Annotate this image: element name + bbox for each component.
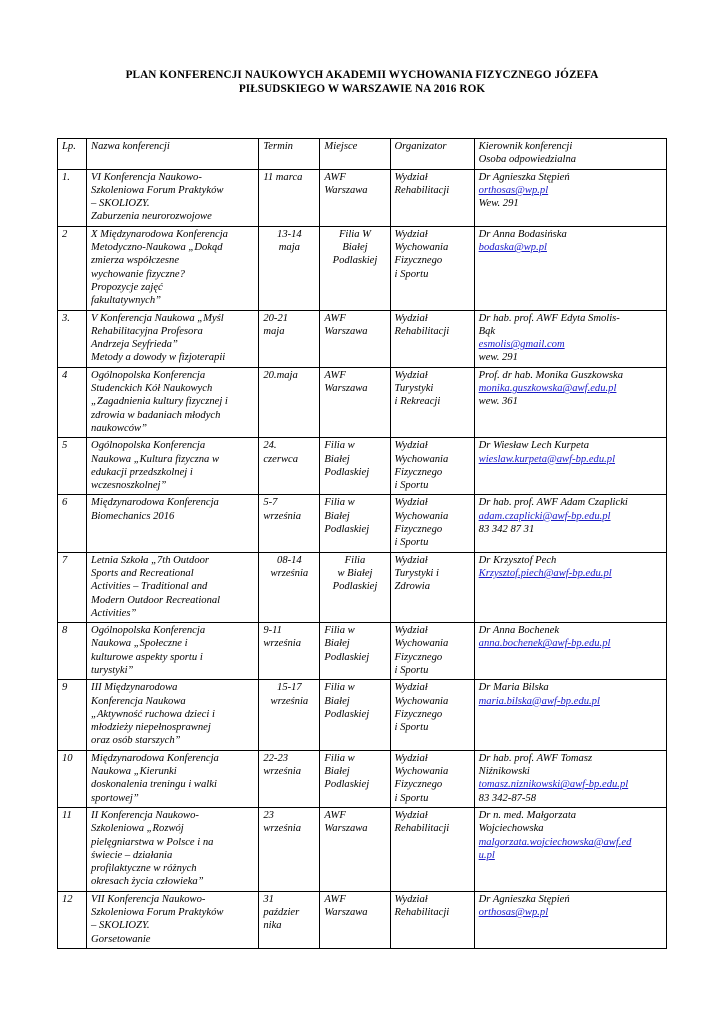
organizer-line: Wydział (394, 752, 428, 764)
conference-name-line: świecie – działania (91, 849, 173, 861)
conference-name-line: profilaktyczne w różnych (91, 863, 197, 875)
conference-name-line: VII Konferencja Naukowo- (91, 893, 206, 905)
cell-place (320, 438, 390, 495)
conference-name-line: Szkoleniowa Forum Praktyków (91, 184, 224, 196)
head-line: 83 342-87-58 (478, 792, 537, 804)
cell-term (259, 438, 320, 495)
place-line: Podlaskiej (324, 466, 370, 478)
conference-name-line: wczesnoszkolnej” (91, 480, 167, 492)
term-line: 23 (263, 809, 274, 821)
term-line: września (263, 766, 302, 778)
cell-conference-name (87, 226, 259, 310)
cell-organizer (390, 226, 474, 310)
term-line: 11 marca (263, 171, 303, 183)
cell-term (259, 169, 320, 226)
organizer-line: Wychowania (394, 453, 449, 465)
conference-name-line: Międzynarodowa Konferencja (91, 497, 219, 509)
cell-place (320, 750, 390, 807)
place-line: Warszawa (324, 907, 368, 919)
organizer-line: i Sportu (394, 537, 429, 549)
cell-term (259, 807, 320, 891)
email-link[interactable]: u.pl (478, 849, 495, 861)
conference-name-line: Szkoleniowa „Rozwój (91, 823, 184, 835)
place-line: Filia (344, 554, 366, 566)
table-row (58, 438, 667, 495)
head-line: Niźnikowski (478, 766, 530, 778)
organizer-line: Wydział (394, 809, 428, 821)
conference-name-line: Naukowa „Społeczne i (91, 638, 188, 650)
organizer-line: Wydział (394, 554, 428, 566)
conference-name-line: Metody a dowody w fizjoterapii (91, 352, 226, 364)
term-line: paździer (263, 907, 300, 919)
cell-conference-name (87, 495, 259, 552)
term-line: nika (263, 920, 282, 932)
email-link[interactable]: wieslaw.kurpeta@awf-bp.edu.pl (478, 453, 616, 465)
header-name (87, 139, 259, 170)
conference-name-line: Międzynarodowa Konferencja (91, 752, 219, 764)
row-number: 3. (62, 312, 70, 324)
organizer-line: Fizycznego (394, 651, 443, 663)
conference-name-line: X Międzynarodowa Konferencja (91, 228, 228, 240)
conference-name-line: Konferencja Naukowa (91, 695, 186, 707)
conference-name-line: Naukowa „Kierunki (91, 766, 177, 778)
head-line: Dr Anna Bodasińska (478, 228, 567, 240)
header-lp-text: Lp. (62, 141, 76, 152)
cell-head (474, 226, 666, 310)
head-line: Dr Agnieszka Stępień (478, 171, 570, 183)
organizer-line: i Rekreacji (394, 396, 441, 408)
place-line: Filia w (324, 440, 355, 452)
conference-name-line: wychowanie fizyczne? (91, 268, 185, 280)
term-line: 5-7 (263, 497, 278, 509)
conference-name-line: Sports and Recreational (91, 567, 194, 579)
cell-conference-name (87, 623, 259, 680)
cell-conference-name (87, 438, 259, 495)
table-row (58, 807, 667, 891)
place-line: AWF (324, 171, 346, 183)
term-line: maja (278, 242, 300, 254)
conference-name-line: Rehabilitacyjna Profesora (91, 325, 203, 337)
organizer-line: Fizycznego (394, 708, 443, 720)
place-line: AWF (324, 312, 346, 324)
conference-name-line: V Konferencja Naukowa „Myśl (91, 312, 224, 324)
term-line: 24. (263, 440, 277, 452)
organizer-line: Turystyki i (394, 567, 439, 579)
conference-name-line: – SKOLIOZY. (91, 198, 150, 210)
place-line: w Białej (337, 567, 373, 579)
cell-head (474, 680, 666, 750)
head-line: Wojciechowska (478, 823, 544, 835)
head-line: Prof. dr hab. Monika Guszkowska (478, 369, 624, 381)
email-link[interactable]: bodaska@wp.pl (478, 242, 547, 254)
place-line: Filia w (324, 682, 355, 694)
cell-organizer (390, 438, 474, 495)
cell-place (320, 807, 390, 891)
conference-name-line: II Konferencja Naukowo- (91, 809, 199, 821)
cell-term (259, 750, 320, 807)
organizer-line: i Sportu (394, 480, 429, 492)
term-line: 22-23 (263, 752, 289, 764)
row-number: 8 (62, 625, 68, 637)
conference-name-line: Studenckich Kół Naukowych (91, 383, 213, 395)
conference-name-line: doskonalenia treningu i walki (91, 779, 217, 791)
head-line: wew. 361 (478, 396, 518, 408)
cell-head (474, 807, 666, 891)
conference-name-line: Ogólnopolska Konferencja (91, 440, 206, 452)
term-line: 13-14 (277, 228, 302, 240)
place-line: Podlaskiej (332, 255, 378, 267)
term-line: września (263, 823, 302, 835)
head-line: Bąk (478, 325, 496, 337)
cell-term (259, 623, 320, 680)
conference-name-line: Metodyczno-Naukowa „Dokąd (91, 242, 223, 254)
cell-place (320, 891, 390, 948)
organizer-line: Wydział (394, 312, 428, 324)
organizer-line: Rehabilitacji (394, 907, 450, 919)
organizer-line: i Sportu (394, 722, 429, 734)
organizer-line: Wychowania (394, 510, 449, 522)
title-line-1: PLAN KONFERENCJI NAUKOWYCH AKADEMII WYCHOWANIA FIZYCZNEGO JÓZEFA (125, 69, 599, 81)
term-line: września (263, 510, 302, 522)
row-number: 2 (62, 228, 68, 240)
cell-lp (58, 680, 87, 750)
cell-organizer (390, 891, 474, 948)
conference-name-line: turystyki” (91, 664, 134, 676)
cell-place (320, 495, 390, 552)
conference-name-line: kulturowe aspekty sportu i (91, 651, 203, 663)
cell-term (259, 680, 320, 750)
conference-table (57, 138, 667, 949)
cell-lp (58, 438, 87, 495)
organizer-line: Zdrowia (394, 581, 431, 593)
conference-name-line: „Aktywność ruchowa dzieci i (91, 708, 215, 720)
conference-name-line: naukowców” (91, 422, 147, 434)
cell-lp (58, 495, 87, 552)
table-row (58, 750, 667, 807)
conference-name-line: Szkoleniowa Forum Praktyków (91, 907, 224, 919)
conference-name-line: Naukowa „Kultura fizyczna w (91, 453, 220, 465)
row-number: 7 (62, 554, 68, 566)
place-line: Podlaskiej (324, 779, 370, 791)
cell-place (320, 623, 390, 680)
header-org (390, 139, 474, 170)
term-line: 31 (263, 893, 274, 905)
term-line: 08-14 (277, 554, 302, 566)
place-line: Białej (324, 638, 350, 650)
place-line: Warszawa (324, 823, 368, 835)
cell-place (320, 310, 390, 367)
organizer-line: Wydział (394, 625, 428, 637)
conference-name-line: Biomechanics 2016 (91, 510, 175, 522)
place-line: AWF (324, 893, 346, 905)
cell-term (259, 552, 320, 622)
organizer-line: i Sportu (394, 792, 429, 804)
conference-name-line: Ogólnopolska Konferencja (91, 369, 206, 381)
organizer-line: Fizycznego (394, 466, 443, 478)
head-line: Dr hab. prof. AWF Adam Czaplicki (478, 497, 628, 509)
organizer-line: Rehabilitacji (394, 184, 450, 196)
organizer-line: Wychowania (394, 242, 449, 254)
head-line: wew. 291 (478, 352, 518, 364)
cell-conference-name (87, 310, 259, 367)
cell-head (474, 310, 666, 367)
organizer-line: Turystyki (394, 383, 434, 395)
cell-conference-name (87, 367, 259, 437)
cell-organizer (390, 169, 474, 226)
header-head (474, 139, 666, 170)
email-link[interactable]: tomasz.niznikowski@awf-bp.edu.pl (478, 779, 629, 791)
cell-organizer (390, 807, 474, 891)
cell-lp (58, 226, 87, 310)
cell-organizer (390, 750, 474, 807)
cell-lp (58, 891, 87, 948)
organizer-line: Rehabilitacji (394, 325, 450, 337)
place-line: Podlaskiej (324, 708, 370, 720)
place-line: AWF (324, 809, 346, 821)
cell-head (474, 623, 666, 680)
row-number: 9 (62, 682, 68, 694)
cell-conference-name (87, 552, 259, 622)
cell-head (474, 495, 666, 552)
cell-term (259, 226, 320, 310)
conference-name-line: zdrowia w badaniach młodych (91, 409, 221, 421)
cell-head (474, 891, 666, 948)
cell-place (320, 169, 390, 226)
row-number: 6 (62, 497, 68, 509)
conference-name-line: młodzieży niepełnosprawnej (91, 722, 211, 734)
cell-head (474, 367, 666, 437)
place-line: Białej (324, 510, 350, 522)
term-line: 15-17 (277, 682, 302, 694)
email-link[interactable]: malgorzata.wojciechowska@awf.ed (478, 836, 632, 848)
header-term-text: Termin (263, 141, 293, 152)
cell-organizer (390, 552, 474, 622)
cell-conference-name (87, 807, 259, 891)
conference-name-line: Andrzeja Seyfrieda” (91, 339, 178, 351)
cell-head (474, 438, 666, 495)
place-line: Filia W (338, 228, 372, 240)
conference-name-line: okresach życia człowieka” (91, 876, 204, 888)
cell-lp (58, 552, 87, 622)
head-line: Dr hab. prof. AWF Tomasz (478, 752, 593, 764)
cell-place (320, 226, 390, 310)
document-title (80, 68, 644, 96)
email-link[interactable]: orthosas@wp.pl (478, 907, 549, 919)
conference-name-line: oraz osób starszych” (91, 735, 181, 747)
organizer-line: Wydział (394, 682, 428, 694)
head-line: Wew. 291 (478, 198, 519, 210)
header-term (259, 139, 320, 170)
organizer-line: Wydział (394, 497, 428, 509)
organizer-line: Wydział (394, 893, 428, 905)
organizer-line: Wychowania (394, 695, 449, 707)
cell-conference-name (87, 169, 259, 226)
organizer-line: Wychowania (394, 638, 449, 650)
row-number: 10 (62, 752, 73, 764)
cell-lp (58, 169, 87, 226)
cell-conference-name (87, 680, 259, 750)
title-line-2: PIŁSUDSKIEGO W WARSZAWIE NA 2016 ROK (238, 83, 486, 95)
place-line: Podlaskiej (332, 581, 378, 593)
organizer-line: i Sportu (394, 664, 429, 676)
row-number: 12 (62, 893, 73, 905)
cell-place (320, 680, 390, 750)
table-row (58, 680, 667, 750)
term-line: września (270, 695, 309, 707)
cell-organizer (390, 310, 474, 367)
conference-name-line: Activities” (91, 607, 137, 619)
conference-name-line: Modern Outdoor Recreational (91, 594, 221, 606)
cell-organizer (390, 680, 474, 750)
cell-term (259, 495, 320, 552)
head-line: 83 342 87 31 (478, 524, 535, 536)
term-line: września (263, 638, 302, 650)
organizer-line: Wydział (394, 171, 428, 183)
email-link[interactable]: orthosas@wp.pl (478, 184, 549, 196)
header-lp (58, 139, 87, 170)
organizer-line: Wydział (394, 228, 428, 240)
organizer-line: Fizycznego (394, 255, 443, 267)
row-number: 1. (62, 171, 70, 183)
table-row (58, 367, 667, 437)
head-line: Dr Krzysztof Pech (478, 554, 557, 566)
cell-place (320, 552, 390, 622)
email-link[interactable]: anna.bochenek@awf-bp.edu.pl (478, 638, 611, 650)
cell-term (259, 367, 320, 437)
head-line: Dr Agnieszka Stępień (478, 893, 570, 905)
organizer-line: Fizycznego (394, 524, 443, 536)
table-row (58, 552, 667, 622)
conference-name-line: fakultatywnych” (91, 295, 162, 307)
cell-head (474, 750, 666, 807)
header-place (320, 139, 390, 170)
organizer-line: Rehabilitacji (394, 823, 450, 835)
term-line: 9-11 (263, 625, 282, 637)
cell-term (259, 891, 320, 948)
header-name-text: Nazwa konferencji (91, 141, 170, 152)
conference-name-line: Ogólnopolska Konferencja (91, 625, 206, 637)
header-head-text-2: Osoba odpowiedzialna (478, 154, 577, 166)
place-line: Filia w (324, 625, 355, 637)
conference-name-line: edukacji przedszkolnej i (91, 466, 193, 478)
cell-lp (58, 310, 87, 367)
table-row (58, 623, 667, 680)
organizer-line: Fizycznego (394, 779, 443, 791)
term-line: czerwca (263, 453, 299, 465)
head-line: Dr Maria Bilska (478, 682, 549, 694)
organizer-line: i Sportu (394, 268, 429, 280)
table-row (58, 169, 667, 226)
term-line: 20-21 (263, 312, 289, 324)
row-number: 11 (62, 809, 72, 821)
table-row (58, 310, 667, 367)
conference-name-line: „Zagadnienia kultury fizycznej i (91, 396, 228, 408)
place-line: Białej (342, 242, 368, 254)
place-line: Warszawa (324, 184, 368, 196)
row-number: 4 (62, 369, 68, 381)
head-line: Dr n. med. Małgorzata (478, 809, 577, 821)
cell-organizer (390, 623, 474, 680)
header-place-text: Miejsce (324, 141, 358, 152)
term-line: września (270, 567, 309, 579)
cell-lp (58, 367, 87, 437)
place-line: Warszawa (324, 325, 368, 337)
head-line: Dr Wiesław Lech Kurpeta (478, 440, 590, 452)
organizer-line: Wydział (394, 369, 428, 381)
email-link[interactable]: esmolis@gmail.com (478, 339, 565, 351)
email-link[interactable]: maria.bilska@awf-bp.edu.pl (478, 695, 600, 707)
cell-lp (58, 807, 87, 891)
conference-name-line: Gorsetowanie (91, 933, 151, 945)
cell-organizer (390, 495, 474, 552)
email-link[interactable]: Krzysztof.piech@awf-bp.edu.pl (478, 567, 612, 579)
header-org-text: Organizator (394, 141, 447, 152)
email-link[interactable]: monika.guszkowska@awf.edu.pl (478, 383, 617, 395)
head-line: Dr hab. prof. AWF Edyta Smolis- (478, 312, 620, 324)
place-line: Białej (324, 766, 350, 778)
place-line: Podlaskiej (324, 524, 370, 536)
conference-name-line: Zaburzenia neurorozwojowe (91, 211, 212, 223)
header-head-text-1: Kierownik konferencji (478, 141, 573, 152)
organizer-line: Wychowania (394, 766, 449, 778)
conference-name-line: zmierza współczesne (91, 255, 180, 267)
conference-name-line: Letnia Szkoła „7th Outdoor (91, 554, 210, 566)
table-row (58, 891, 667, 948)
row-number: 5 (62, 440, 68, 452)
place-line: Podlaskiej (324, 651, 370, 663)
cell-place (320, 367, 390, 437)
conference-name-line: sportowej” (91, 792, 139, 804)
cell-head (474, 169, 666, 226)
conference-name-line: III Międzynarodowa (91, 682, 178, 694)
table-row (58, 226, 667, 310)
place-line: Warszawa (324, 383, 368, 395)
email-link[interactable]: adam.czaplicki@awf-bp.edu.pl (478, 510, 611, 522)
cell-lp (58, 623, 87, 680)
head-line: Dr Anna Bochenek (478, 625, 560, 637)
cell-conference-name (87, 891, 259, 948)
place-line: AWF (324, 369, 346, 381)
table-row (58, 495, 667, 552)
header-row (58, 139, 667, 170)
cell-term (259, 310, 320, 367)
conference-name-line: pielęgniarstwa w Polsce i na (91, 836, 214, 848)
cell-conference-name (87, 750, 259, 807)
conference-name-line: Propozycje zajęć (91, 281, 163, 293)
term-line: 20.maja (263, 369, 298, 381)
place-line: Filia w (324, 752, 355, 764)
organizer-line: Wydział (394, 440, 428, 452)
conference-name-line: – SKOLIOZY. (91, 920, 150, 932)
conference-name-line: Activities – Traditional and (91, 581, 208, 593)
cell-head (474, 552, 666, 622)
conference-name-line: VI Konferencja Naukowo- (91, 171, 202, 183)
term-line: maja (263, 325, 285, 337)
place-line: Filia w (324, 497, 355, 509)
place-line: Białej (324, 695, 350, 707)
cell-lp (58, 750, 87, 807)
cell-organizer (390, 367, 474, 437)
place-line: Białej (324, 453, 350, 465)
